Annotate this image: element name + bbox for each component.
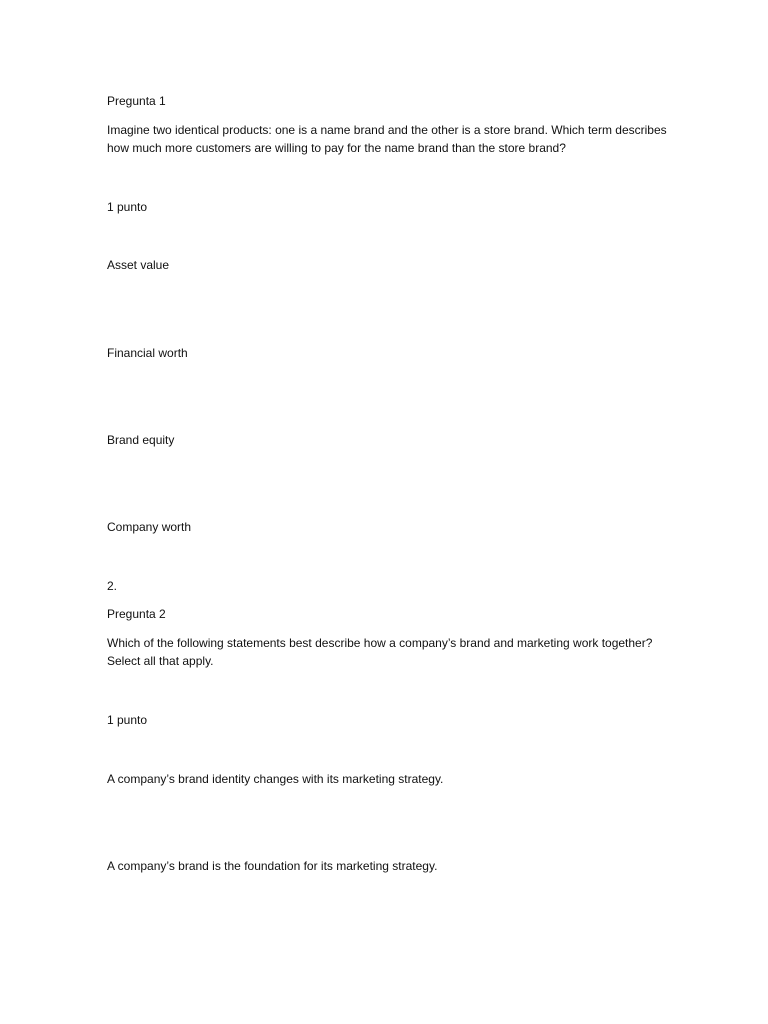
question-1-prompt: Imagine two identical products: one is a name brand and the other is a store brand. Which term describes how much more customers are willing to pay for the name brand than the store brand? [107,123,667,155]
question-1-option: Brand equity [107,433,175,447]
question-2-heading: Pregunta 2 [107,607,166,621]
question-1-heading: Pregunta 1 [107,94,166,108]
question-1-points: 1 punto [107,200,148,214]
question-1-option: Company worth [107,520,192,534]
question-2-option: A company’s brand is the foundation for its marketing strategy. [107,859,438,873]
question-2-number: 2. [107,579,118,593]
question-2-prompt: Which of the following statements best describe how a company’s brand and marketing work together? Select all that apply. [107,636,653,668]
question-2-points: 1 punto [107,713,148,727]
question-1-option: Asset value [107,258,170,272]
question-2-option: A company’s brand identity changes with its marketing strategy. [107,772,444,786]
question-1-option: Financial worth [107,346,188,360]
